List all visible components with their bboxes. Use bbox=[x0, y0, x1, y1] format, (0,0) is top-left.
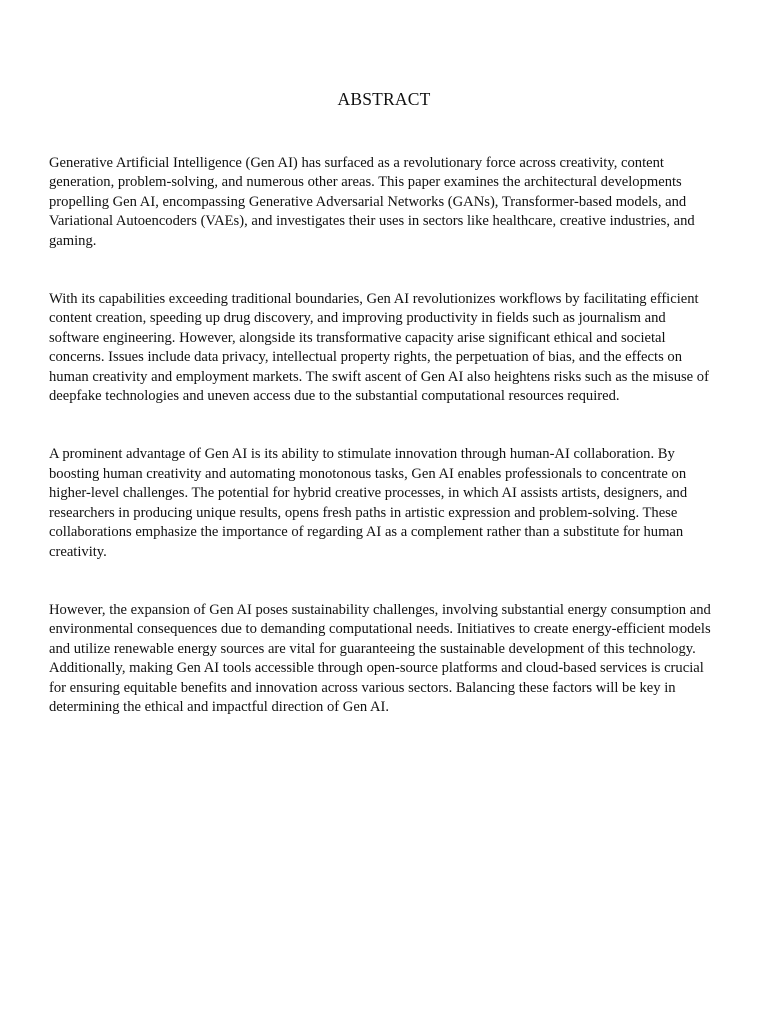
abstract-paragraph-3: A prominent advantage of Gen AI is its ability to stimulate innovation through human-AI collaboration. By boosting human creativity and automating monotonous tasks, Gen AI enables professionals to concentrate on higher-level challenges. The potential for hybrid creative processes, in which AI assists artists, designers, and researchers in producing unique results, opens fresh paths in artistic expression and problem-solving. These collaborations emphasize the importance of regarding AI as a complement rather than a substitute for human creativity. bbox=[49, 446, 688, 560]
abstract-paragraph-4: However, the expansion of Gen AI poses sustainability challenges, involving substantial energy consumption and environmental consequences due to demanding computational needs. Initiatives to create energy-efficient models and utilize renewable energy sources are vital for guaranteeing the sustainable development of this technology. Additionally, making Gen AI tools accessible through open-source platforms and cloud-based services is crucial for ensuring equitable benefits and innovation across various sectors. Balancing these factors will be key in determining the ethical and impactful direction of Gen AI. bbox=[49, 601, 711, 715]
abstract-paragraph-2: With its capabilities exceeding traditional boundaries, Gen AI revolutionizes workflows by facilitating efficient content creation, speeding up drug discovery, and improving productivity in fields such as journalism and software engineering. However, alongside its transformative capacity arise significant ethical and societal concerns. Issues include data privacy, intellectual property rights, the perpetuation of bias, and the effects on human creativity and employment markets. The swift ascent of Gen AI also heightens risks such as the misuse of deepfake technologies and uneven access due to the substantial computational resources required. bbox=[49, 291, 709, 405]
abstract-heading: ABSTRACT bbox=[337, 89, 431, 109]
abstract-paragraph-1: Generative Artificial Intelligence (Gen AI) has surfaced as a revolutionary force across creativity, content generation, problem-solving, and numerous other areas. This paper examines the architectural developments propelling Gen AI, encompassing Generative Adversarial Networks (GANs), Transformer-based models, and Variational Autoencoders (VAEs), and investigates their uses in sectors like healthcare, creative industries, and gaming. bbox=[49, 155, 695, 249]
